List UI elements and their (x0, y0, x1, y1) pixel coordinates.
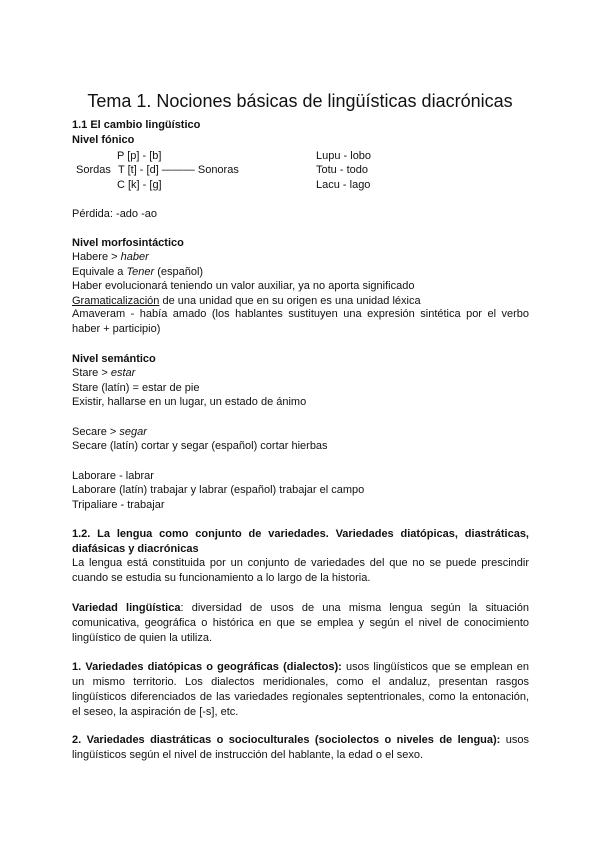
perdida-line: Pérdida: -ado -ao (72, 208, 157, 220)
laborare-latin-line: Laborare (latín) trabajar y labrar (español) trabajar el campo (72, 484, 365, 496)
stare-line (72, 366, 135, 380)
subheading-nivel-fonico: Nivel fónico (72, 134, 135, 146)
haber-evolucion-line: Haber evolucionará teniendo un valor auxiliar, ya no aporta significado (72, 280, 415, 292)
equivale-line (72, 265, 203, 279)
diatopicas-paragraph (72, 660, 529, 720)
diatopicas-term: 1. Variedades diatópicas o geográficas (dialectos): (72, 661, 342, 673)
subheading-semantico: Nivel semántico (72, 353, 156, 365)
table-label-sordas: Sordas (76, 164, 111, 176)
gramaticalizacion-def: de una unidad que en su origen es una unidad léxica (159, 295, 421, 307)
habere-line (72, 250, 149, 264)
variedad-def: : diversidad de usos de una misma lengua según la situación comunicativa, geográfica o histórica en que se emplea y según el nivel de conocimiento lingüístico de quien la utiliza. (72, 602, 529, 644)
equivale-text: Equivale a (72, 266, 127, 278)
secare-text: Secare > (72, 426, 120, 438)
secare-line (72, 425, 147, 439)
secare-latin-line: Secare (latín) cortar y segar (español) cortar hierbas (72, 440, 328, 452)
gramaticalizacion-line (72, 294, 421, 308)
variedad-paragraph (72, 601, 529, 646)
haber-italic: haber (120, 251, 149, 263)
stare-latin-line: Stare (latín) = estar de pie (72, 382, 200, 394)
laborare-line: Laborare - labrar (72, 470, 154, 482)
amaveram-paragraph: Amaveram - había amado (los hablantes sustituyen una expresión sintética por el verbo haber + participio) (72, 308, 529, 335)
table-row-p: P [p] - [b] (117, 150, 162, 162)
example-lupu: Lupu - lobo (316, 150, 372, 162)
stare-text: Stare > (72, 367, 111, 379)
espanol-text: (español) (154, 266, 204, 278)
section-heading-1-1: 1.1 El cambio lingüístico (72, 119, 201, 131)
subheading-morfosintactico: Nivel morfosintáctico (72, 237, 184, 249)
lengua-intro-paragraph: La lengua está constituida por un conjunto de variedades del que no se puede prescindir cuando se estudia su funcionamiento a lo largo de la historia. (72, 557, 529, 584)
tripaliare-line: Tripaliare - trabajar (72, 499, 165, 511)
segar-italic: segar (119, 426, 147, 438)
diastraticas-paragraph (72, 733, 529, 763)
example-totu: Totu - todo (316, 164, 368, 176)
diastraticas-def: usos lingüísticos según el nivel de instrucción del hablante, la edad o el sexo. (72, 734, 529, 761)
page-title: Tema 1. Nociones básicas de lingüísticas diacrónicas (87, 91, 513, 111)
diatopicas-def: usos lingüísticos que se emplean en un mismo territorio. Los dialectos meridionales, como el andaluz, presentan rasgos lingüísticos diferenciados de las variedades regionales septentrionales, como la entonación, el seseo, la aspiración de [-s], etc. (72, 661, 529, 718)
existir-line: Existir, hallarse en un lugar, un estado de ánimo (72, 396, 307, 408)
diastraticas-term: 2. Variedades diastráticas o socioculturales (sociolectos o niveles de lengua): (72, 734, 501, 746)
table-row-t: T [t] - [d] ——— Sonoras (118, 164, 239, 176)
estar-italic: estar (110, 367, 136, 379)
habere-text: Habere > (72, 251, 121, 263)
gramaticalizacion-term: Gramaticalización (72, 295, 160, 307)
example-lacu: Lacu - lago (316, 179, 371, 191)
table-row-c: C [k] - [g] (117, 179, 162, 191)
section-heading-1-2: 1.2. La lengua como conjunto de variedades. Variedades diatópicas, diastráticas, diafásicas y diacrónicas (72, 528, 529, 555)
variedad-term: Variedad lingüística (72, 602, 181, 614)
tener-italic: Tener (126, 266, 155, 278)
